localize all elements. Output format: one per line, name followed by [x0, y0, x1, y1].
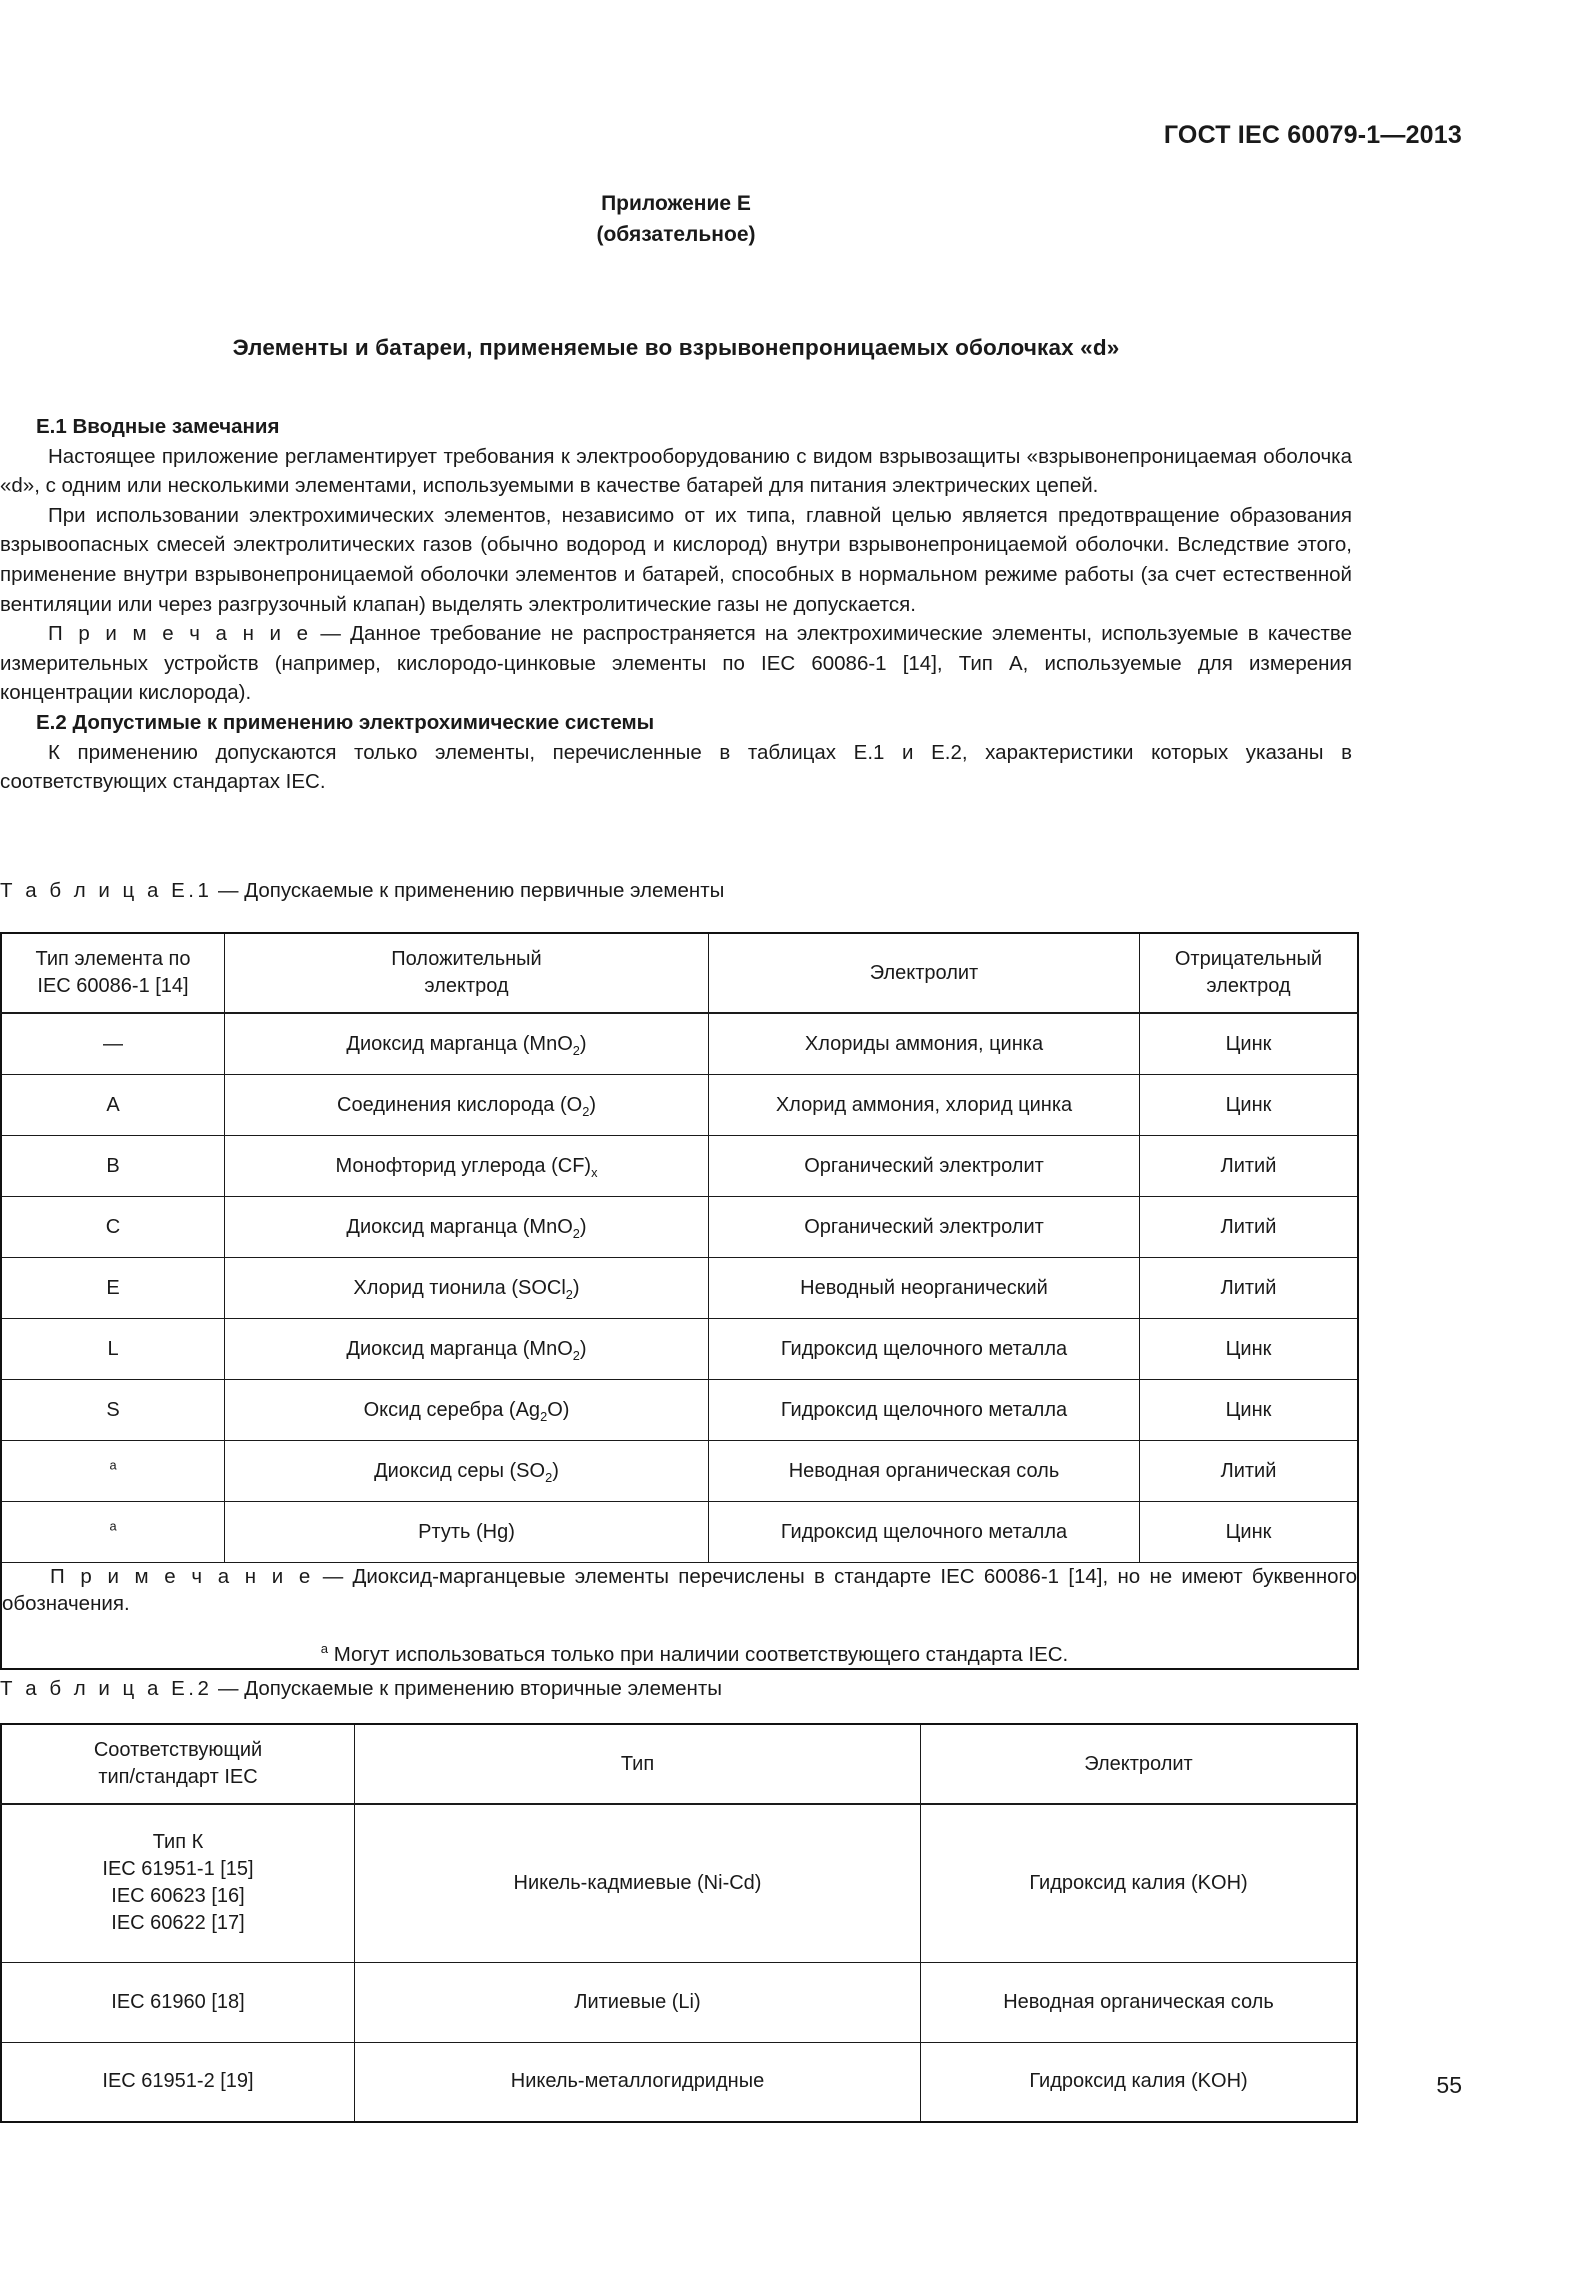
table-row	[1, 1962, 1357, 2042]
standard-line: Тип К	[152, 1831, 204, 1854]
table-row	[1, 1075, 1358, 1136]
page-number: 55	[1436, 2072, 1462, 2098]
section-heading-e2: Е.2 Допустимые к применению электрохимические системы	[36, 710, 655, 734]
cell-standard-reference	[1, 1804, 355, 1962]
table-e1-footer	[1, 1563, 1358, 1670]
chemical-subscript: 2	[565, 1286, 573, 1302]
table-e2-caption	[0, 1677, 722, 1701]
cell-type: Никель-кадмиевые (Ni-Cd)	[355, 1804, 921, 1962]
cell-positive-electrode: Диоксид марганца (MnO$_2$)	[225, 1197, 709, 1258]
table-e2-wrapper	[0, 1723, 1358, 2123]
annex-status: (обязательное)	[596, 223, 756, 246]
paragraph-e1-2: При использовании электрохимических элементов, независимо от их типа, главной целью является предотвращение образования взрывоопасных смесей электролитических газов (обычно водород и кислород) внутри взрывонепроницаемой оболочки. Вследствие этого, применение внутри взрывонепроницаемой оболочки элементов и батарей, способных в нормальном режиме работы (за счет естественной вентиляции или через разгрузочный клапан) выделять электролитические газы не допускается.	[0, 503, 1352, 616]
cell-positive-electrode: Ртуть (Hg)	[225, 1502, 709, 1563]
annex-title: Элементы и батареи, применяемые во взрывонепроницаемых оболочках «d»	[232, 335, 1120, 360]
table-e2-body	[1, 1804, 1357, 2122]
footnote-marker: a	[320, 1641, 329, 1657]
cell-element-type: S	[1, 1380, 225, 1441]
table-e1-body	[1, 1013, 1358, 1563]
chemical-subscript: 2	[572, 1347, 580, 1363]
table-e2-header-cell-type	[355, 1724, 921, 1804]
footnote-marker: a	[109, 1456, 117, 1472]
table-e2-header-cell-electrolyte	[921, 1724, 1358, 1804]
table-e1	[0, 932, 1359, 1670]
table-row	[1, 1197, 1358, 1258]
table-e1-wrapper	[0, 932, 1359, 1670]
cell-positive-electrode: Оксид серебра $(Ag_2O)$	[225, 1380, 709, 1441]
paragraph-e1-1: Настоящее приложение регламентирует требования к электрооборудованию с видом взрывозащиты «взрывонепроницаемая оболочка «d», с одним или несколькими элементами, используемыми в качестве батарей для питания электрических цепей.	[0, 444, 1352, 498]
cell-element-type: A	[1, 1075, 225, 1136]
cell-electrolyte: Гидроксид калия (KOH)	[921, 2042, 1358, 2122]
header-line-2: электрод	[1206, 975, 1291, 997]
annex-heading-block	[0, 188, 1352, 250]
table-e1-header-cell-electrolyte	[709, 933, 1140, 1013]
table-row	[1, 1013, 1358, 1075]
table-e2-caption-prefix: Т а б л и ц а Е.2	[0, 1677, 213, 1700]
cell-negative-electrode: Литий	[1140, 1136, 1359, 1197]
table-note-label: П р и м е ч а н и е	[50, 1565, 314, 1588]
cell-standard-reference: IEC 61951-2 [19]	[1, 2042, 355, 2122]
cell-electrolyte: Неводная органическая соль	[709, 1441, 1140, 1502]
cell-element-type	[1, 1502, 225, 1563]
cell-electrolyte: Хлорид аммония, хлорид цинка	[709, 1075, 1140, 1136]
cell-electrolyte: Гидроксид щелочного металла	[709, 1380, 1140, 1441]
cell-element-type: C	[1, 1197, 225, 1258]
cell-type: Литиевые (Li)	[355, 1962, 921, 2042]
note-text: — Данное требование не распространяется на электрохимические элементы, используемые в качестве измерительных устройств (например, кислородо-цинковые элементы по IEC 60086-1 [14], Тип А, используемые для измерения концентрации кислорода).	[0, 622, 1352, 705]
header-line-1: Положительный	[391, 948, 542, 970]
cell-positive-electrode: Соединения кислорода $(O_2)$	[225, 1075, 709, 1136]
table-e1-header-cell-type	[1, 933, 225, 1013]
header-line-1: Электролит	[1084, 1752, 1193, 1775]
cell-element-type	[1, 1441, 225, 1502]
cell-element-type: —	[1, 1013, 225, 1075]
cell-standard-reference: IEC 61960 [18]	[1, 1962, 355, 2042]
table-note-text: — Диоксид-марганцевые элементы перечислены в стандарте IEC 60086-1 [14], но не имеют буквенного обозначения.	[2, 1565, 1357, 1615]
cell-electrolyte: Органический электролит	[709, 1136, 1140, 1197]
table-e1-caption	[0, 879, 724, 903]
table-row	[1, 1441, 1358, 1502]
chemical-subscript: 2	[582, 1103, 590, 1119]
cell-electrolyte: Органический электролит	[709, 1197, 1140, 1258]
footnote-text: Могут использоваться только при наличии соответствующего стандарта IEC.	[328, 1643, 1069, 1666]
cell-electrolyte: Гидроксид щелочного металла	[709, 1502, 1140, 1563]
header-line-1: Соответствующий	[93, 1739, 263, 1761]
cell-electrolyte: Гидроксид калия (KOH)	[921, 1804, 1358, 1962]
header-line-1: Тип	[620, 1752, 655, 1775]
table-row	[1, 1258, 1358, 1319]
table-row	[1, 2042, 1357, 2122]
cell-positive-electrode: Диоксид марганца (MnO$_2$)	[225, 1319, 709, 1380]
cell-negative-electrode: Цинк	[1140, 1075, 1359, 1136]
table-row	[1, 1502, 1358, 1563]
table-e2-caption-text: — Допускаемые к применению вторичные элементы	[212, 1677, 722, 1700]
standard-line: IEC 60622 [17]	[111, 1912, 245, 1935]
annex-label: Приложение Е	[601, 192, 751, 215]
standard-line: IEC 61951-1 [15]	[102, 1858, 254, 1881]
cell-element-type: B	[1, 1136, 225, 1197]
chemical-subscript: 2	[572, 1042, 580, 1058]
cell-electrolyte: Неводная органическая соль	[921, 1962, 1358, 2042]
body-text	[0, 412, 1352, 797]
cell-positive-electrode: Монофторид углерода $(CF)_x$	[225, 1136, 709, 1197]
note-e1	[0, 619, 1352, 708]
standard-line: IEC 60623 [16]	[111, 1885, 245, 1908]
table-e1-note	[2, 1563, 1357, 1617]
header-line-1: Электролит	[869, 961, 979, 984]
table-header-row	[1, 1724, 1357, 1804]
chemical-subscript: 2	[572, 1225, 580, 1241]
footnote-marker: a	[109, 1517, 117, 1533]
table-row	[1, 1804, 1357, 1962]
table-e1-header-cell-negative-electrode	[1140, 933, 1359, 1013]
note-label: П р и м е ч а н и е	[48, 622, 312, 646]
section-heading-e1: Е.1 Вводные замечания	[36, 415, 280, 438]
cell-positive-electrode: Диоксид серы $(SO_2)$	[225, 1441, 709, 1502]
cell-element-type: E	[1, 1258, 225, 1319]
header-line-1: Отрицательный	[1174, 948, 1323, 970]
chemical-subscript: 2	[545, 1469, 553, 1485]
cell-negative-electrode: Цинк	[1140, 1380, 1359, 1441]
table-row	[1, 1380, 1358, 1441]
table-footnote-row	[1, 1563, 1358, 1670]
cell-electrolyte: Неводный неорганический	[709, 1258, 1140, 1319]
table-e1-footnotes	[1, 1563, 1358, 1670]
table-header-row	[1, 933, 1358, 1013]
cell-negative-electrode: Литий	[1140, 1197, 1359, 1258]
document-header-standard-number: ГОСТ IEC 60079-1—2013	[1163, 121, 1462, 149]
paragraph-e2-1: К применению допускаются только элементы, перечисленные в таблицах Е.1 и Е.2, характеристики которых указаны в соответствующих стандартах IEC.	[0, 740, 1352, 794]
cell-negative-electrode: Цинк	[1140, 1319, 1359, 1380]
table-e1-caption-text: — Допускаемые к применению первичные элементы	[212, 879, 725, 902]
cell-element-type: L	[1, 1319, 225, 1380]
table-e1-header	[1, 933, 1358, 1013]
cell-type: Никель-металлогидридные	[355, 2042, 921, 2122]
table-e2-header-cell-standard	[1, 1724, 355, 1804]
table-e2	[0, 1723, 1358, 2123]
table-row	[1, 1319, 1358, 1380]
cell-negative-electrode: Цинк	[1140, 1013, 1359, 1075]
header-line-2: электрод	[424, 975, 509, 997]
table-row	[1, 1136, 1358, 1197]
header-line-2: тип/стандарт IEC	[98, 1766, 258, 1788]
table-e1-footnote-a	[2, 1641, 1357, 1668]
table-e1-header-cell-positive-electrode	[225, 933, 709, 1013]
cell-electrolyte: Хлориды аммония, цинка	[709, 1013, 1140, 1075]
cell-positive-electrode: Хлорид тионила (SOCl$_2$)	[225, 1258, 709, 1319]
cell-electrolyte: Гидроксид щелочного металла	[709, 1319, 1140, 1380]
header-line-2: IEC 60086-1 [14]	[37, 975, 189, 997]
chemical-subscript: x	[591, 1164, 598, 1180]
cell-negative-electrode: Цинк	[1140, 1502, 1359, 1563]
cell-positive-electrode: Диоксид марганца (MnO$_2$)	[225, 1013, 709, 1075]
table-e2-header	[1, 1724, 1357, 1804]
table-e1-caption-prefix: Т а б л и ц а Е.1	[0, 879, 213, 902]
cell-negative-electrode: Литий	[1140, 1441, 1359, 1502]
cell-negative-electrode: Литий	[1140, 1258, 1359, 1319]
header-line-1: Тип элемента по	[35, 948, 191, 970]
chemical-subscript: 2	[540, 1408, 548, 1424]
